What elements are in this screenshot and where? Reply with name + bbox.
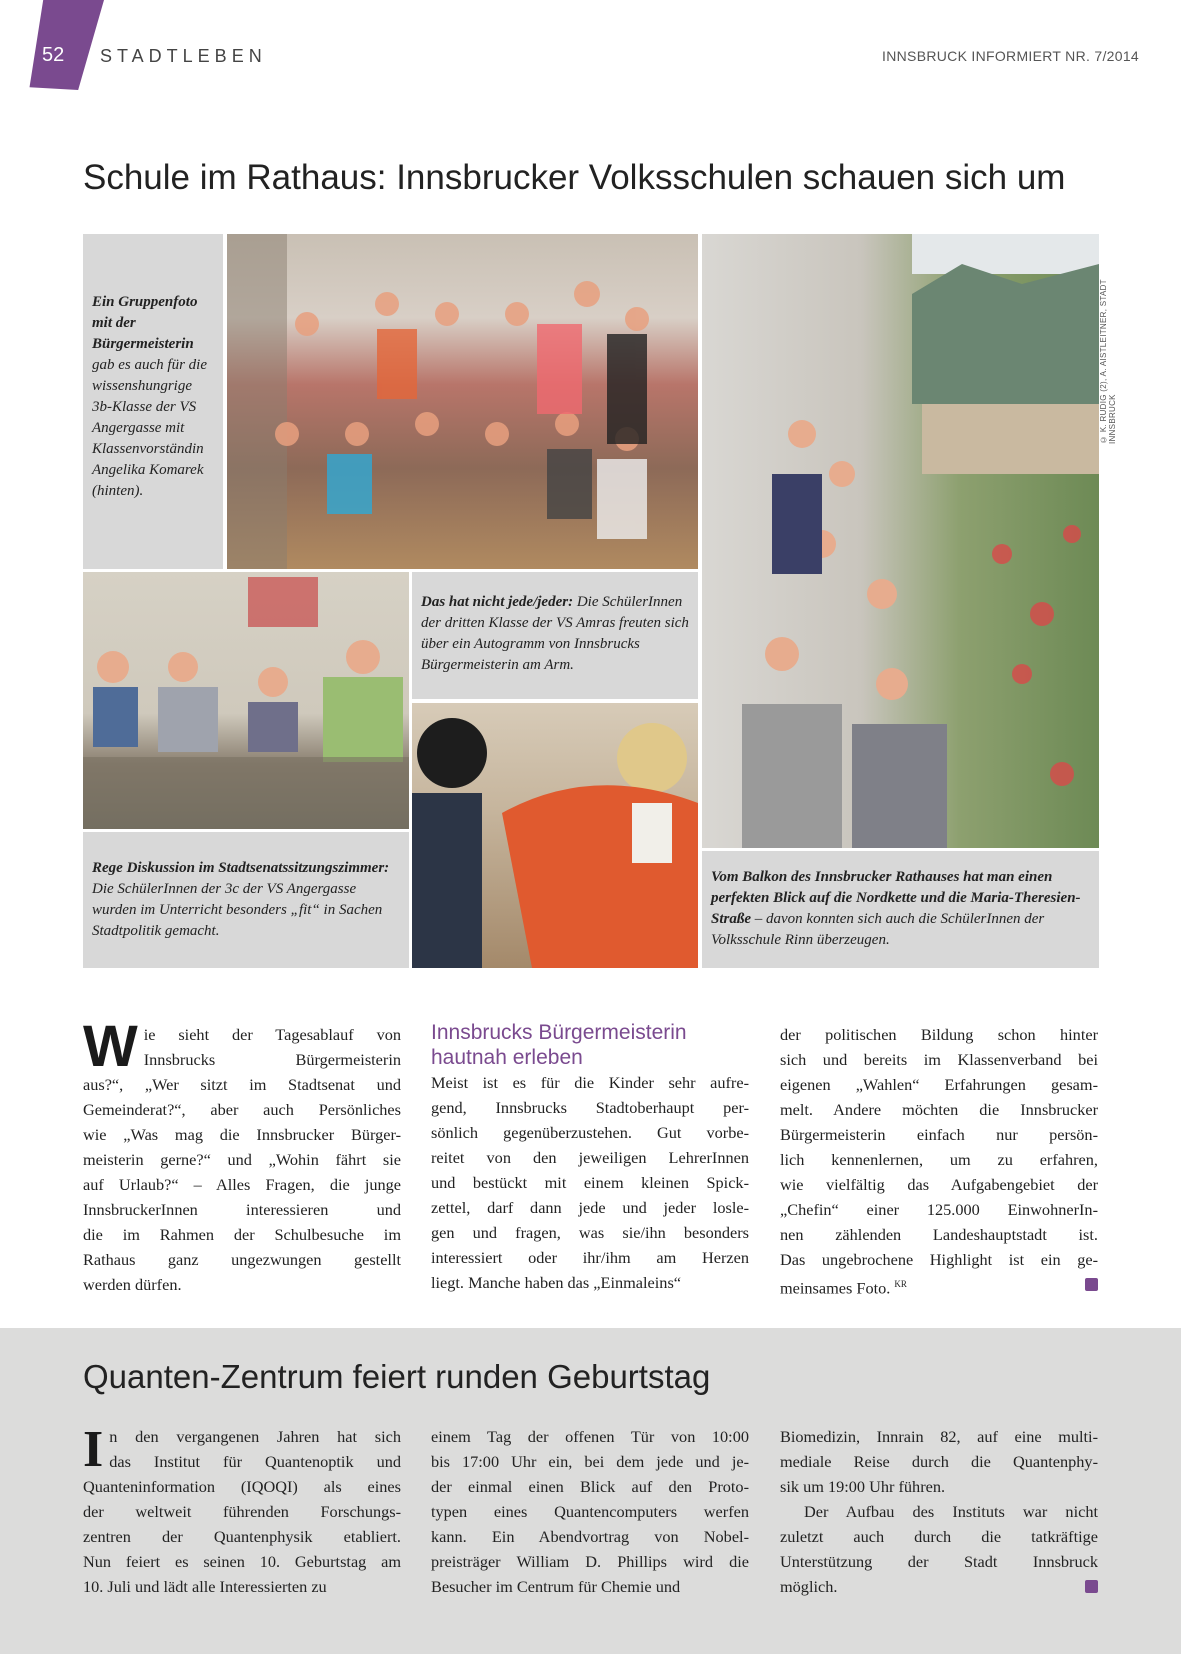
text-line	[780, 1499, 1098, 1524]
text-line	[83, 1524, 401, 1549]
text-line-content: und bestückt mit einem kleinen Spick-	[431, 1173, 749, 1192]
text-line-content: die im Rahmen der Schulbesuche im	[83, 1225, 401, 1244]
text-line	[780, 1449, 1098, 1474]
group-photo-image	[227, 234, 698, 569]
text-line	[780, 1524, 1098, 1549]
text-line-content: Nun feiert es seinen 10. Geburtstag am	[83, 1552, 401, 1571]
text-line-content: Besucher im Centrum für Chemie und	[431, 1577, 681, 1596]
text-line	[780, 1549, 1098, 1574]
text-line-content: Der Aufbau des Instituts war nicht	[804, 1502, 1098, 1521]
article1-column-3	[780, 1022, 1098, 1297]
caption-text: – davon konnten sich auch die SchülerInnen der Volksschule Rinn überzeugen.	[711, 911, 1045, 948]
text-line-content: sik um 19:00 Uhr führen.	[780, 1477, 946, 1496]
column-lines	[780, 1022, 1098, 1297]
text-line	[431, 1574, 749, 1599]
section-tab	[28, 0, 104, 90]
caption-text: gab es auch für die wissenshungrige 3b-Klasse der VS Angergasse mit Klassenvorständin Angelika Komarek (hinten).	[92, 357, 207, 499]
text-line	[83, 1549, 401, 1574]
text-line-content: zuletzt auch durch die tatkräftige	[780, 1527, 1098, 1546]
text-line-content: sich und bereits im Klassenverband bei	[780, 1050, 1098, 1069]
caption-bold: Ein Gruppenfoto mit der Bürgermeisterin	[92, 294, 198, 352]
text-line	[780, 1222, 1098, 1247]
text-line	[431, 1120, 749, 1145]
text-line	[780, 1072, 1098, 1097]
text-line-content: wie vielfältig das Aufgabengebiet der	[780, 1175, 1098, 1194]
text-line-content: mediale Reise durch die Quantenphy-	[780, 1452, 1098, 1471]
meeting-room-photo	[83, 572, 409, 829]
text-line-content: Biomedizin, Innrain 82, auf eine multi-	[780, 1427, 1098, 1446]
text-line	[431, 1549, 749, 1574]
text-line	[780, 1474, 1098, 1499]
text-line	[780, 1097, 1098, 1122]
text-line	[780, 1197, 1098, 1222]
text-line	[83, 1424, 401, 1449]
balcony-photo	[702, 234, 1099, 848]
text-line	[83, 1474, 401, 1499]
text-line	[83, 1272, 401, 1297]
text-line-content: lich kennenlernen, um zu erfahren,	[780, 1150, 1098, 1169]
page-number: 52	[42, 44, 65, 66]
text-line	[431, 1095, 749, 1120]
text-line-content: zentren der Quantenphysik etabliert.	[83, 1527, 401, 1546]
meeting-room-photo-image	[83, 572, 409, 829]
drop-cap: W	[83, 1014, 138, 1079]
text-line	[780, 1247, 1098, 1272]
caption-text: Die SchülerInnen der dritten Klasse der VS Amras freuten sich über ein Autogramm von Innsbrucks Bürgermeisterin am Arm.	[421, 594, 689, 673]
article2-column-2	[431, 1424, 749, 1599]
text-line	[431, 1424, 749, 1449]
author-initials: KR	[894, 1279, 907, 1289]
text-line	[83, 1449, 401, 1474]
subheading-line: hautnah erleben	[431, 1046, 583, 1069]
autograph-photo	[412, 703, 698, 968]
text-line-content: auf Urlaub?“ – Alles Fragen, die junge	[83, 1175, 401, 1194]
photo-credit: © K. RUDIG (2), A. AISTLEITNER, STADT INNSBRUCK	[1099, 279, 1117, 444]
text-line	[431, 1524, 749, 1549]
text-line	[780, 1272, 1098, 1297]
text-line-content: n den vergangenen Jahren hat sich	[109, 1427, 401, 1446]
text-line-content: gend, Innsbrucks Stadtoberhaupt per-	[431, 1098, 749, 1117]
end-mark-icon	[1085, 1278, 1098, 1291]
text-line	[431, 1195, 749, 1220]
text-line-content: aus?“, „Wer sitzt im Stadtsenat und	[83, 1075, 401, 1094]
group-photo	[227, 234, 698, 569]
text-line	[431, 1499, 749, 1524]
text-line	[780, 1424, 1098, 1449]
text-line	[431, 1220, 749, 1245]
text-line	[83, 1574, 401, 1599]
text-line-content: Quanteninformation (IQOQI) als eines	[83, 1477, 401, 1496]
text-line	[431, 1270, 749, 1295]
caption-group-photo	[83, 234, 223, 569]
text-line-content: melt. Andere möchten die Innsbrucker	[780, 1100, 1098, 1119]
text-line	[431, 1070, 749, 1095]
article2-column-3	[780, 1424, 1098, 1599]
text-line-content: Gemeinderat?“, aber auch Persönliches	[83, 1100, 401, 1119]
text-line-content: gen und fragen, was sie/ihn besonders	[431, 1223, 749, 1242]
autograph-photo-image	[412, 703, 698, 968]
text-line-content: typen eines Quantencomputers werfen	[431, 1502, 749, 1521]
drop-cap: I	[83, 1421, 104, 1478]
text-line	[431, 1474, 749, 1499]
text-line-content: zettel, darf dann jede und jeder losle-	[431, 1198, 749, 1217]
subheading	[431, 1020, 749, 1070]
text-line-content: Meist ist es für die Kinder sehr aufre-	[431, 1073, 749, 1092]
text-line-content: reitet von den jeweiligen LehrerInnen	[431, 1148, 749, 1167]
caption-autograph-photo	[412, 572, 698, 699]
text-line	[83, 1499, 401, 1524]
column-lines	[780, 1424, 1098, 1599]
text-line-content: InnsbruckerInnen interessieren und	[83, 1200, 401, 1219]
text-line	[83, 1097, 401, 1122]
text-line-content: sönlich gegenüberzustehen. Gut vorbe-	[431, 1123, 749, 1142]
text-line-content: nen zählenden Landeshauptstadt ist.	[780, 1225, 1098, 1244]
text-line-content: einem Tag der offenen Tür von 10:00	[431, 1427, 749, 1446]
text-line	[780, 1574, 1098, 1599]
text-line-content: Innsbrucks Bürgermeisterin	[143, 1050, 401, 1069]
text-line-content: Rathaus ganz ungezwungen gestellt	[83, 1250, 401, 1269]
text-line-content: Unterstützung der Stadt Innsbruck	[780, 1552, 1098, 1571]
text-line-content: Bürgermeisterin einfach nur persön-	[780, 1125, 1098, 1144]
text-line-content: werden dürfen.	[83, 1275, 182, 1294]
text-line	[83, 1247, 401, 1272]
text-line-content: meisterin gerne?“ und „Wohin fährt sie	[83, 1150, 401, 1169]
text-line-content: möglich.	[780, 1577, 838, 1596]
caption-text: Die SchülerInnen der 3c der VS Angergasse wurden im Unterricht besonders „fit“ in Sachen Stadtpolitik gemacht.	[92, 881, 383, 939]
text-line-content: 10. Juli und lädt alle Interessierten zu	[83, 1577, 327, 1596]
text-line-content: ie sieht der Tagesablauf von	[143, 1025, 401, 1044]
text-line	[780, 1172, 1098, 1197]
text-line-content: kann. Ein Abendvortrag von Nobel-	[431, 1527, 749, 1546]
text-line-content: bis 17:00 Uhr ein, bei dem jede und je-	[431, 1452, 749, 1471]
balcony-photo-image	[702, 234, 1099, 848]
column-lines	[83, 1421, 401, 1599]
text-line-content: das Institut für Quantenoptik und	[109, 1452, 401, 1471]
text-line	[780, 1147, 1098, 1172]
text-line	[83, 1072, 401, 1097]
article2-column-1	[83, 1421, 401, 1599]
text-line	[431, 1170, 749, 1195]
issue-label: INNSBRUCK INFORMIERT NR. 7/2014	[882, 48, 1139, 64]
text-line-content: eigenen „Wahlen“ Erfahrungen gesam-	[780, 1075, 1098, 1094]
section-name: STADTLEBEN	[100, 46, 267, 66]
caption-meeting-photo	[83, 832, 409, 968]
caption-bold: Vom Balkon des Innsbrucker Rathauses hat man einen perfekten Blick auf die Nordkette und die Maria-Theresien-Straße	[711, 869, 1081, 927]
caption-bold: Das hat nicht jede/jeder:	[421, 594, 574, 610]
text-line	[431, 1449, 749, 1474]
subheading-line: Innsbrucks Bürgermeisterin	[431, 1021, 687, 1044]
text-line	[83, 1222, 401, 1247]
article-title: Schule im Rathaus: Innsbrucker Volksschulen schauen sich um	[83, 158, 1066, 197]
column-lines	[431, 1424, 749, 1599]
caption-bold: Rege Diskussion im Stadtsenatssitzungszimmer:	[92, 860, 390, 876]
text-line-content: „Chefin“ einer 125.000 EinwohnerIn-	[780, 1200, 1098, 1219]
text-line-content: liegt. Manche haben das „Einmaleins“	[431, 1273, 682, 1292]
text-line	[780, 1022, 1098, 1047]
column-lines	[431, 1070, 749, 1295]
caption-balcony-photo	[702, 851, 1099, 968]
text-line	[83, 1147, 401, 1172]
end-mark-icon	[1085, 1580, 1098, 1593]
text-line-content: Das ungebrochene Highlight ist ein ge-	[780, 1250, 1098, 1269]
text-line-content: der politischen Bildung schon hinter	[780, 1025, 1098, 1044]
text-line-content: der einmal einen Blick auf den Proto-	[431, 1477, 749, 1496]
text-line	[431, 1245, 749, 1270]
text-line-content: der weltweit führenden Forschungs-	[83, 1502, 401, 1521]
text-line	[780, 1122, 1098, 1147]
text-line-content: preisträger William D. Phillips wird die	[431, 1552, 749, 1571]
text-line	[431, 1145, 749, 1170]
text-line-content: meinsames Foto.	[780, 1278, 891, 1298]
text-line	[83, 1197, 401, 1222]
text-line	[83, 1122, 401, 1147]
text-line	[83, 1172, 401, 1197]
text-line-content: wie „Was mag die Innsbrucker Bürger-	[83, 1125, 401, 1144]
text-line	[780, 1047, 1098, 1072]
text-line-content: interessiert oder ihr/ihm am Herzen	[431, 1248, 749, 1267]
article1-column-1	[83, 1014, 401, 1297]
article1-column-2	[431, 1020, 749, 1295]
article2-title: Quanten-Zentrum feiert runden Geburtstag	[83, 1358, 711, 1395]
